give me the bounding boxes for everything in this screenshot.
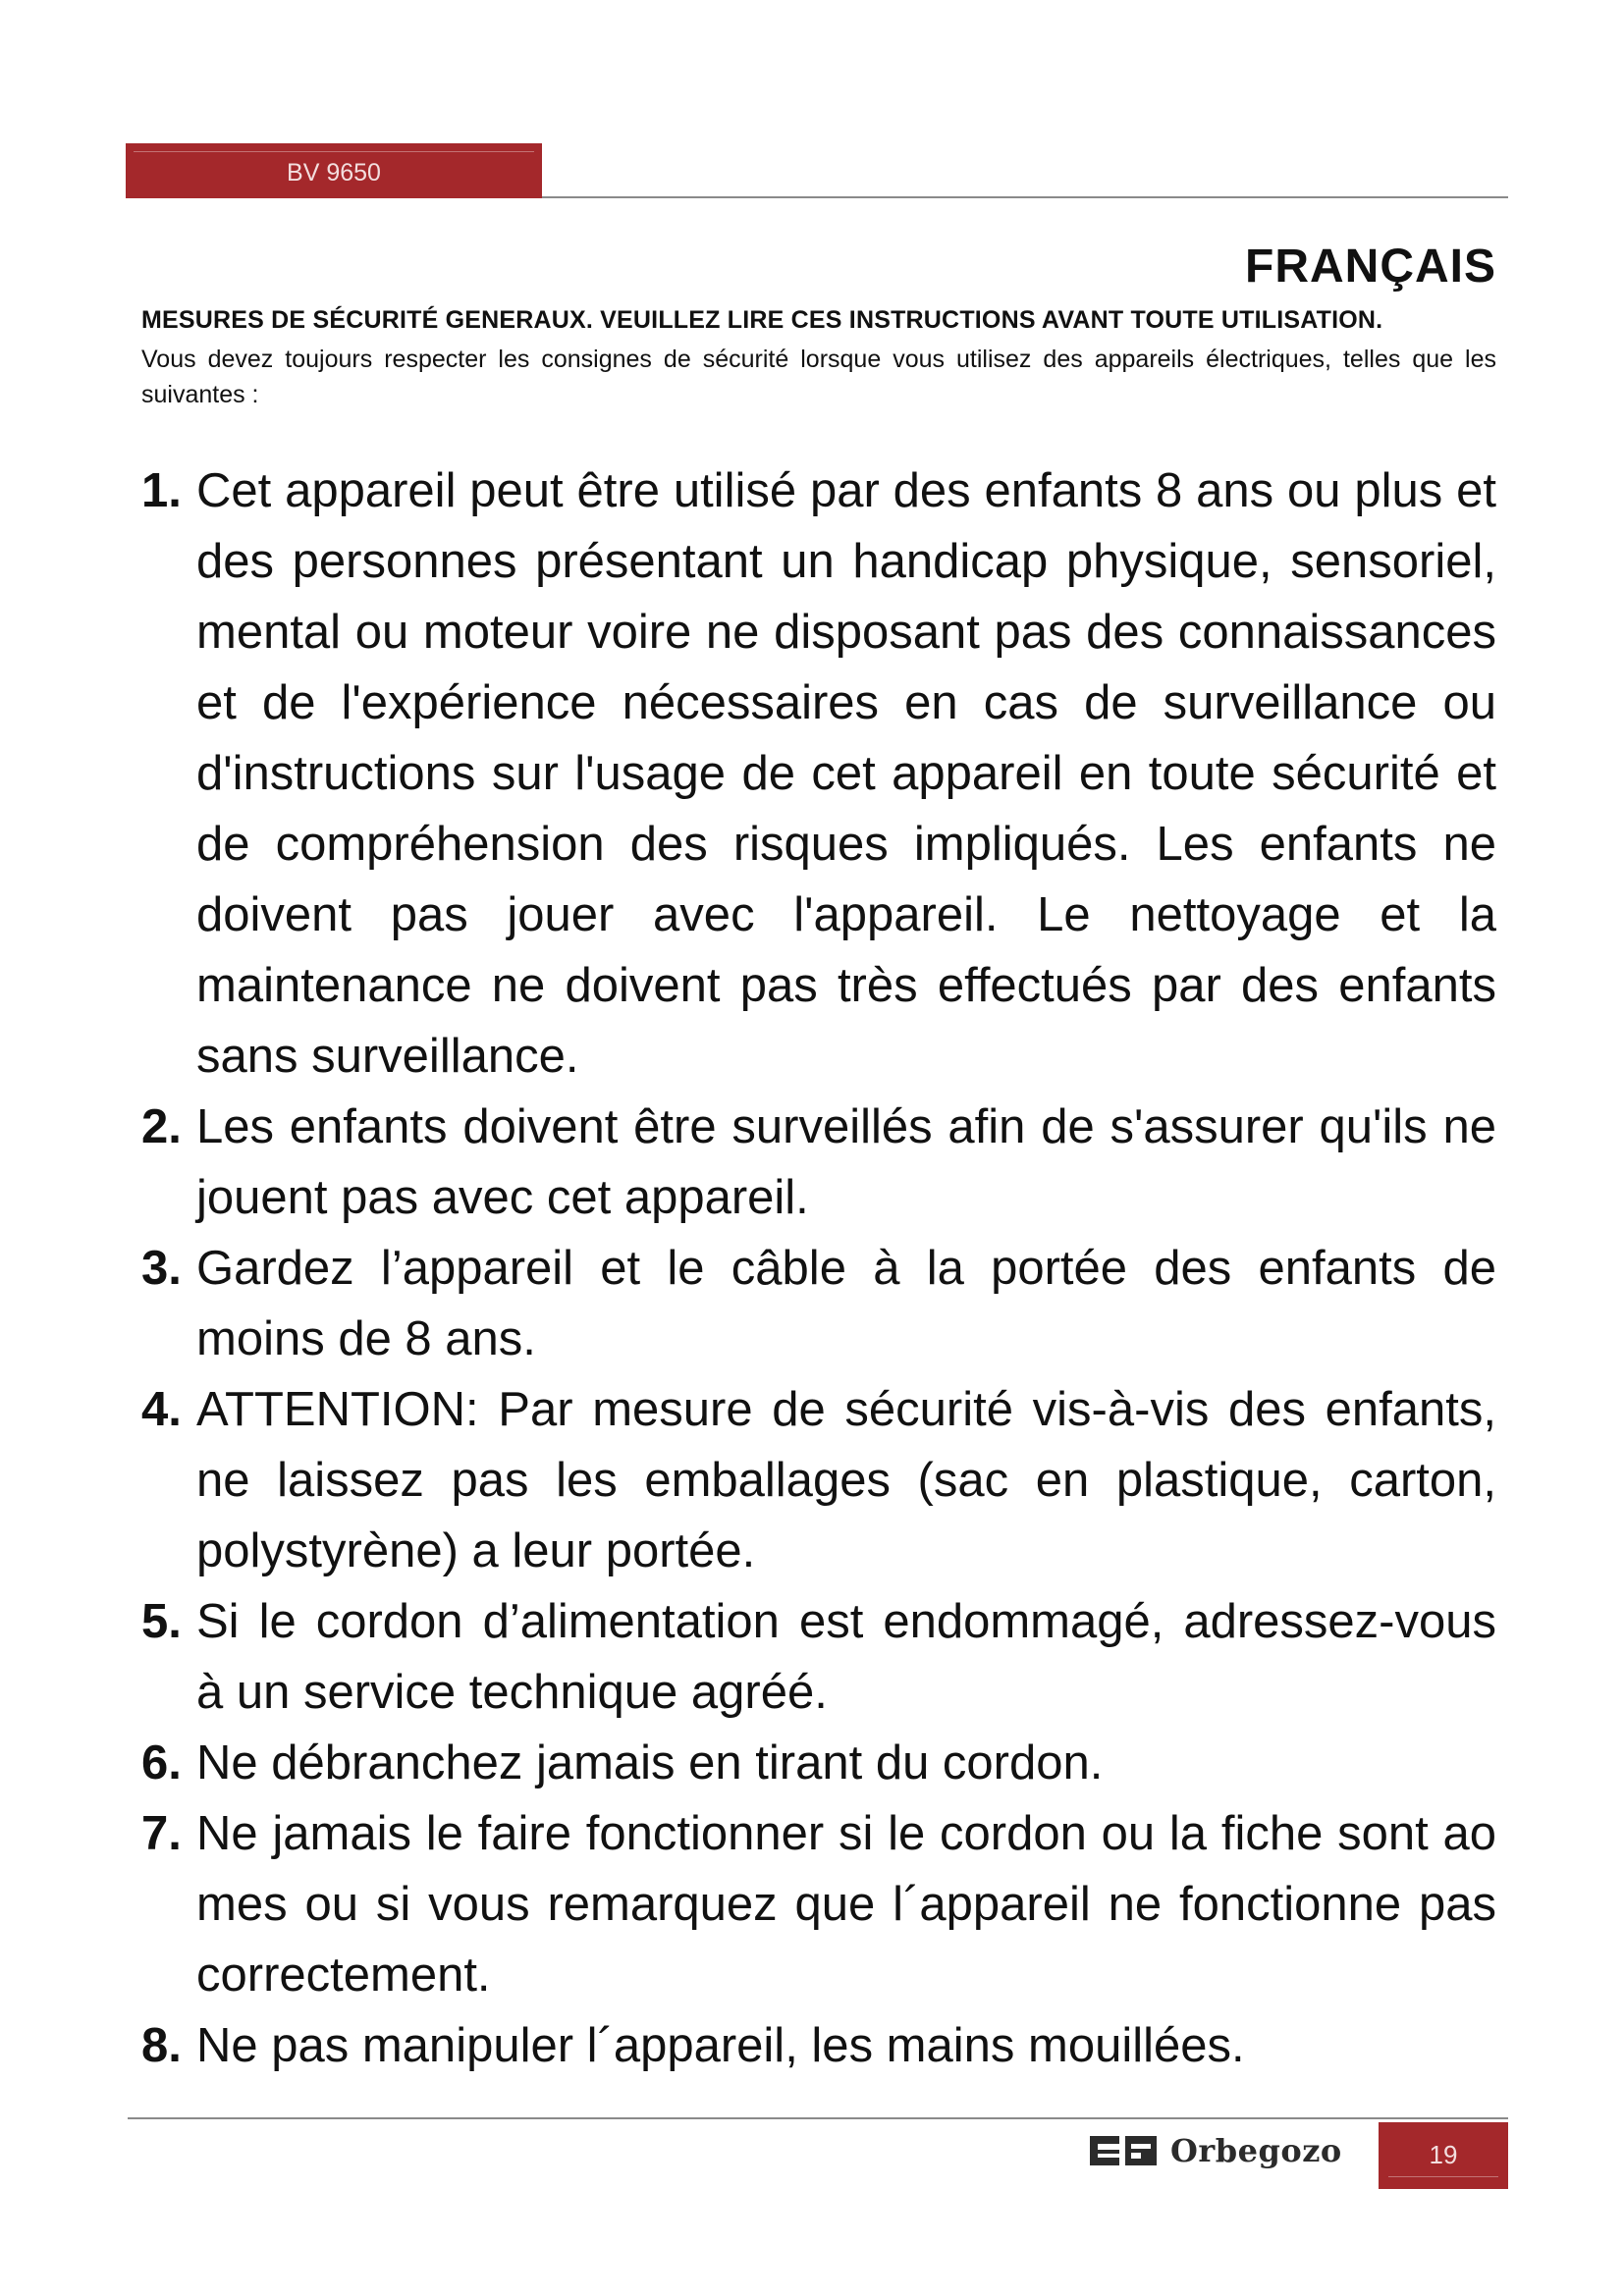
brand-mark-icon xyxy=(1088,2132,1159,2169)
rule-item xyxy=(141,1374,1496,1586)
rule-number: 6. xyxy=(141,1736,182,1789)
rule-text: Si le cordon d’alimentation est endommagé, adressez-vous à un service technique agréé. xyxy=(196,1595,1496,1719)
rule-text: Gardez l’appareil et le câble à la portée des enfants de moins de 8 ans. xyxy=(196,1242,1496,1365)
rule-number: 7. xyxy=(141,1807,182,1860)
rule-item xyxy=(141,2010,1496,2081)
rule-text: Cet appareil peut être utilisé par des enfants 8 ans ou plus et des personnes présentant un handicap physique, sensoriel, mental ou moteur voire ne disposant pas des connaissances et de l'expérience nécessaires en cas de surveillance ou d'instructions sur l'usage de cet appareil en toute sécurité et de compréhension des risques impliqués. Les enfants ne doivent pas jouer avec l'appareil. Le nettoyage et la maintenance ne doivent pas très effectués par des enfants sans surveillance. xyxy=(196,464,1496,1083)
language-title: FRANÇAIS xyxy=(1245,240,1496,293)
page-number-tab xyxy=(1379,2122,1508,2189)
brand-logo xyxy=(1088,2126,1342,2175)
rule-number: 2. xyxy=(141,1100,182,1153)
rule-text: Ne pas manipuler l´appareil, les mains mouillées. xyxy=(196,2019,1245,2072)
rule-item xyxy=(141,1586,1496,1728)
rule-item xyxy=(141,1092,1496,1233)
safety-intro: Vous devez toujours respecter les consignes de sécurité lorsque vous utilisez des appareils électriques, telles que les suivantes : xyxy=(141,346,1496,409)
rule-item xyxy=(141,1233,1496,1374)
footer-divider xyxy=(128,2117,1508,2119)
model-number: BV 9650 xyxy=(287,159,381,187)
safety-heading: MESURES DE SÉCURITÉ GENERAUX. VEUILLEZ LIRE CES INSTRUCTIONS AVANT TOUTE UTILISATION. xyxy=(141,306,1383,334)
rule-text: Ne jamais le faire fonctionner si le cordon ou la fiche sont ao mes ou si vous remarquez que l´appareil ne fonctionne pas correctement. xyxy=(196,1807,1496,2002)
rule-number: 5. xyxy=(141,1595,182,1648)
rule-item xyxy=(141,1798,1496,2010)
rule-text: Les enfants doivent être surveillés afin de s'assurer qu'ils ne jouent pas avec cet appareil. xyxy=(196,1100,1496,1224)
rule-item xyxy=(141,1728,1496,1798)
brand-name: Orbegozo xyxy=(1170,2132,1342,2169)
tab-bevel-line xyxy=(134,151,534,152)
safety-rules-list xyxy=(141,455,1496,2081)
page-number: 19 xyxy=(1429,2140,1458,2169)
model-tab xyxy=(126,143,542,198)
rule-number: 4. xyxy=(141,1383,182,1436)
rule-number: 1. xyxy=(141,464,182,517)
rule-text: ATTENTION: Par mesure de sécurité vis-à-vis des enfants, ne laissez pas les emballages (sac en plastique, carton, polystyrène) a leur portée. xyxy=(196,1383,1496,1577)
tab-bevel-line xyxy=(1388,2176,1498,2177)
rule-item xyxy=(141,455,1496,1092)
rule-number: 3. xyxy=(141,1242,182,1295)
rule-text: Ne débranchez jamais en tirant du cordon. xyxy=(196,1736,1104,1789)
rule-number: 8. xyxy=(141,2019,182,2072)
header-divider xyxy=(542,196,1508,198)
